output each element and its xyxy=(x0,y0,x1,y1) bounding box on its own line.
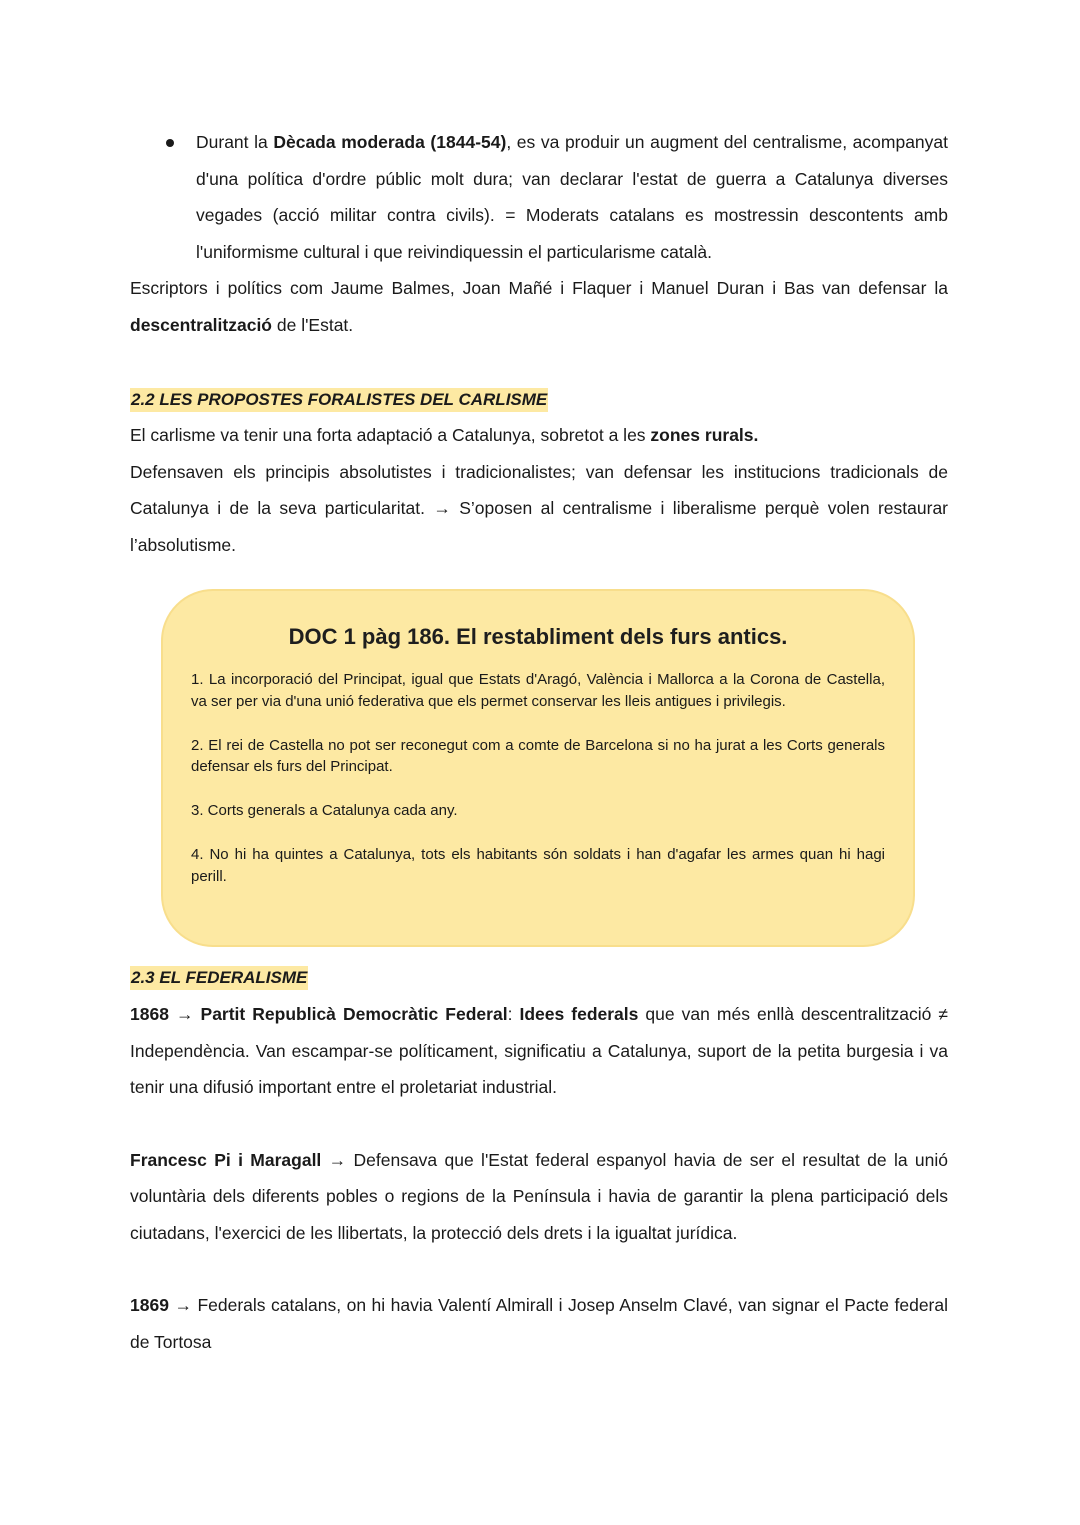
section-heading-2-2: 2.2 LES PROPOSTES FORALISTES DEL CARLISME xyxy=(130,388,548,412)
doc-list-item: 1. La incorporació del Principat, igual que Estats d'Aragó, València i Mallorca a la Corona de Castella, va ser per via d'una unió federativa que els permet conservar les lleis antigues i privilegis. xyxy=(191,671,885,710)
doc-list xyxy=(163,669,913,888)
doc-list-item: 2. El rei de Castella no pot ser reconegut com a comte de Barcelona si no ha jurat a les Corts generals defensar els furs del Principat. xyxy=(191,736,885,776)
doc-list-item: 3. Corts generals a Catalunya cada any. xyxy=(191,802,458,820)
bold-term: Dècada moderada (1844-54) xyxy=(273,132,507,152)
section-heading-2-3: 2.3 EL FEDERALISME xyxy=(130,966,308,990)
bold-term: zones rurals. xyxy=(650,425,759,445)
doc-list-item: 4. No hi ha quintes a Catalunya, tots els habitants són soldats i han d'agafar les armes quan hi hagi perill. xyxy=(191,845,885,885)
page-content xyxy=(130,124,948,563)
writers-paragraph: Escriptors i polítics com Jaume Balmes, Joan Mañé i Flaquer i Manuel Duran i Bas van defensar la descentralització de l'Estat. xyxy=(130,278,948,335)
bold-term: descentralització xyxy=(130,314,272,335)
carlisme-paragraph-1: El carlisme va tenir una forta adaptació a Catalunya, sobretot a les zones rurals. xyxy=(130,425,759,445)
bullet-item xyxy=(130,124,948,270)
carlisme-paragraph-2: Defensaven els principis absolutistes i tradicionalistes; van defensar les institucions tradicionals de Catalunya i de la seva particularitat. → S’oposen al centralisme i liberalisme perquè volen restaurar l’absolutisme. xyxy=(130,461,948,555)
federalisme-paragraph-2: Francesc Pi i Maragall → Defensava que l'Estat federal espanyol havia de ser el resultat de la unió voluntària dels diferents pobles o regions de la Península i havia de garantir la plena participació dels ciutadans, l'exercici de les llibertats, la protecció dels drets i la igualtat jurídica. xyxy=(130,1149,948,1243)
document-callout-box xyxy=(161,589,915,947)
federalisme-paragraph-1: 1868 → Partit Republicà Democràtic Federal: Idees federals que van més enllà descentralització ≠ Independència. Van escampar-se políticament, significatiu a Catalunya, suport de la petita burgesia i va tenir una difusió important entre el proletariat industrial. xyxy=(130,1004,948,1097)
federalisme-section xyxy=(130,965,948,1360)
bullet-paragraph: Durant la Dècada moderada (1844-54), es va produir un augment del centralisme, acompanyat d'una política d'ordre públic molt dura; van declarar l'estat de guerra a Catalunya diverses vegades (acció militar contra civils). = Moderats catalans es mostressin descontents amb l'uniformisme cultural i que reivindiquessin el particularisme català. xyxy=(196,132,949,262)
bullet-dot-icon xyxy=(166,139,174,147)
doc-title: DOC 1 pàg 186. El restabliment dels furs antics. xyxy=(288,624,788,649)
federalisme-paragraph-3: 1869 → Federals catalans, on hi havia Valentí Almirall i Josep Anselm Clavé, van signar el Pacte federal de Tortosa xyxy=(130,1295,948,1352)
